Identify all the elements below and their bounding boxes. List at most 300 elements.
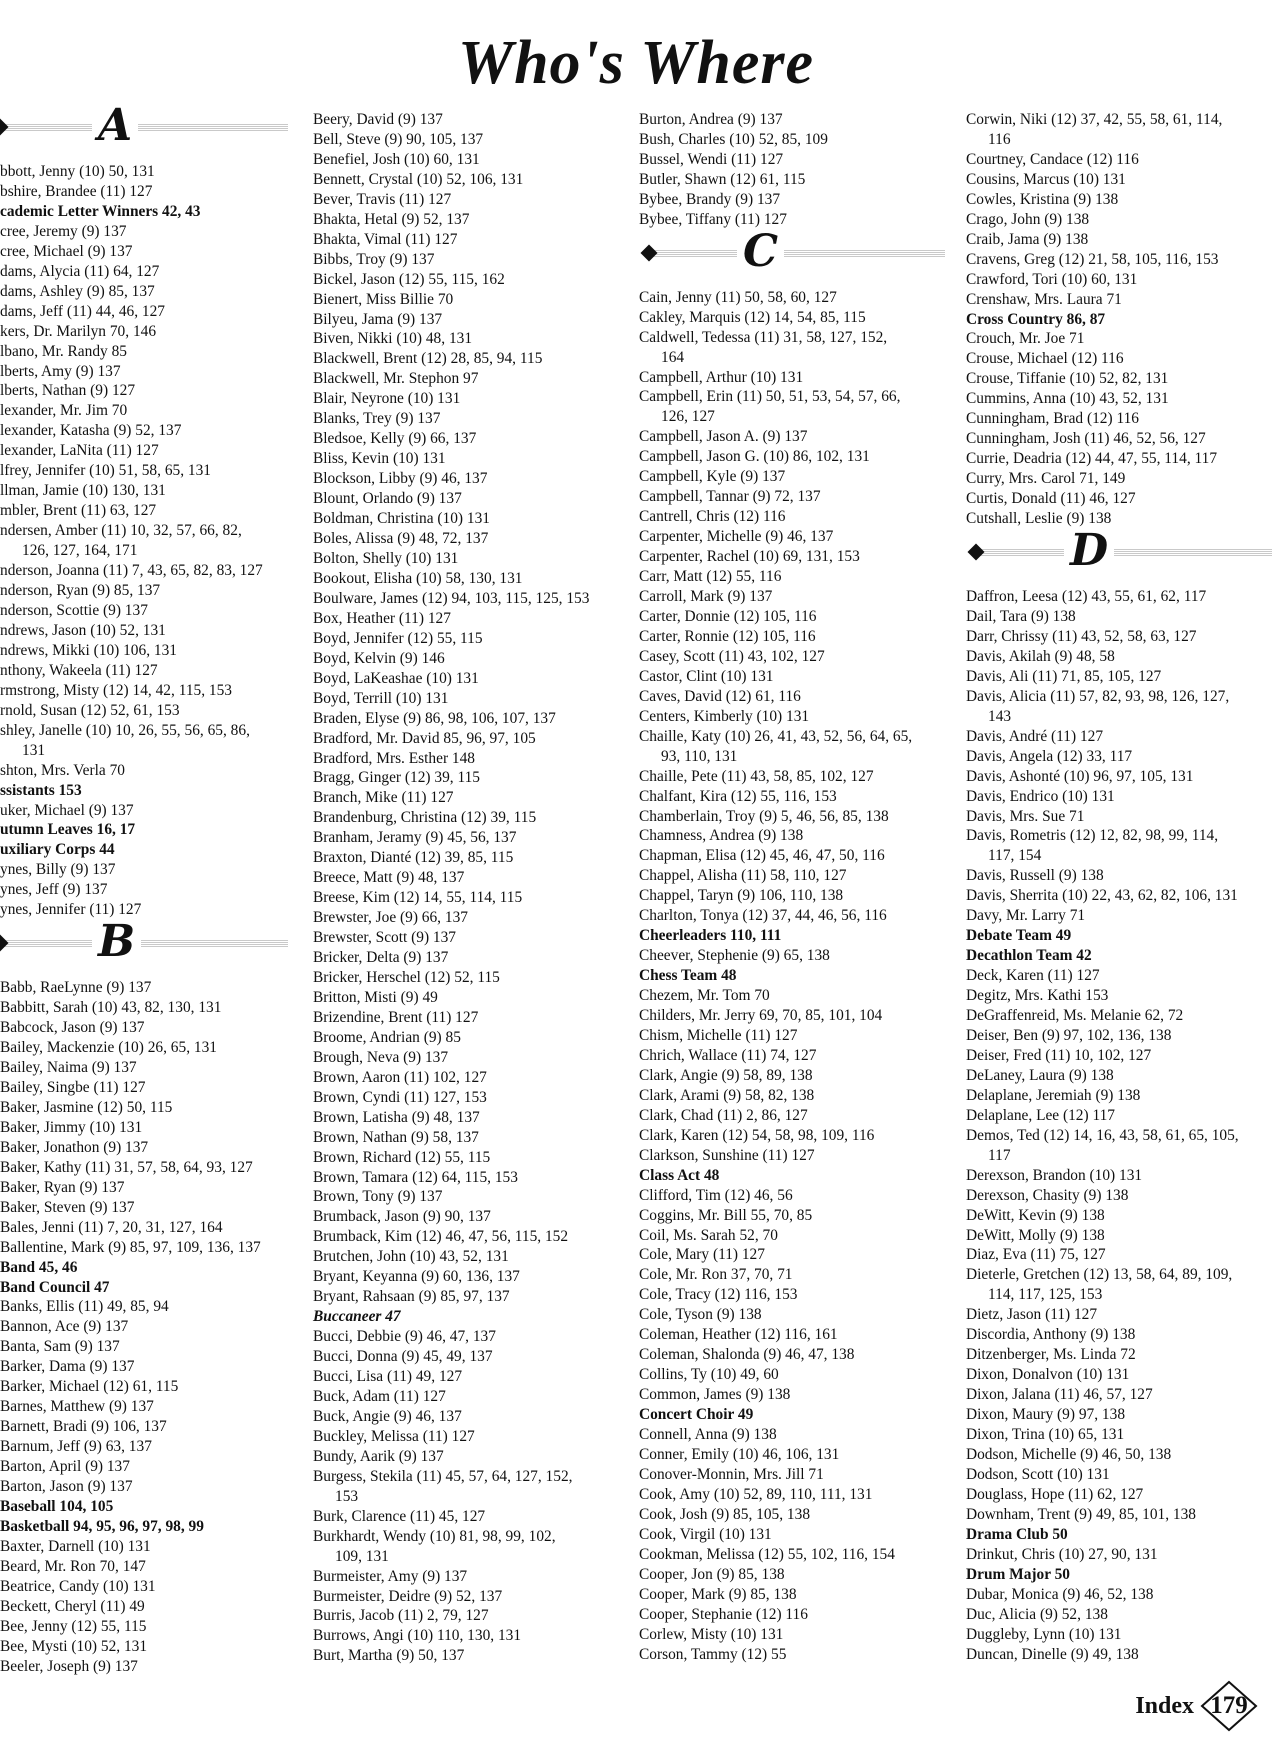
index-entry: Burt, Martha (9) 50, 137 (313, 1647, 465, 1665)
index-entry: Duc, Alicia (9) 52, 138 (966, 1605, 1108, 1623)
index-entry: Breese, Kim (12) 14, 55, 114, 115 (313, 889, 523, 907)
index-entry-continuation: 131 (22, 741, 46, 759)
index-entry: Drum Major 50 (966, 1565, 1071, 1583)
index-entry: Barton, April (9) 137 (0, 1458, 130, 1476)
index-entry-continuation: 93, 110, 131 (661, 747, 738, 765)
index-entry: Boyd, Jennifer (12) 55, 115 (313, 629, 483, 647)
index-entry: Baker, Steven (9) 137 (0, 1198, 135, 1216)
index-entry: Brumback, Kim (12) 46, 47, 56, 115, 152 (313, 1228, 569, 1246)
index-entry: cree, Jeremy (9) 137 (0, 222, 127, 240)
index-entry: Baker, Jonathon (9) 137 (0, 1138, 149, 1156)
index-entry: Bhakta, Vimal (11) 127 (313, 230, 458, 248)
index-entry: Cravens, Greg (12) 21, 58, 105, 116, 153 (966, 250, 1219, 268)
index-entry: Buck, Angie (9) 46, 137 (313, 1407, 462, 1425)
index-entry: Chappel, Alisha (11) 58, 110, 127 (639, 867, 847, 885)
index-entry: Baker, Jimmy (10) 131 (0, 1118, 143, 1136)
index-entry: Caldwell, Tedessa (11) 31, 58, 127, 152, (639, 328, 888, 346)
index-entry: lberts, Amy (9) 137 (0, 362, 121, 380)
diamond-bullet-icon (968, 544, 985, 561)
index-entry: Blanks, Trey (9) 137 (313, 410, 441, 428)
index-entry: Brewster, Scott (9) 137 (313, 929, 457, 947)
index-entry: Box, Heather (11) 127 (313, 609, 451, 627)
index-entry: Clifford, Tim (12) 46, 56 (639, 1186, 793, 1204)
index-entry: Collins, Ty (10) 49, 60 (639, 1366, 779, 1384)
index-entry: Clark, Arami (9) 58, 82, 138 (639, 1086, 815, 1104)
index-column-4 (966, 110, 1272, 1664)
index-entry: Cakley, Marquis (12) 14, 54, 85, 115 (639, 308, 866, 326)
index-entry: Bledsoe, Kelly (9) 66, 137 (313, 430, 477, 448)
section-divider (0, 123, 288, 131)
index-entry: Bickel, Jason (12) 55, 115, 162 (313, 270, 505, 288)
index-entry: lexander, LaNita (11) 127 (0, 442, 159, 460)
index-entry: Darr, Chrissy (11) 43, 52, 58, 63, 127 (966, 627, 1197, 645)
index-entry: Buck, Adam (11) 127 (313, 1388, 446, 1405)
index-entry: Craib, Jama (9) 138 (966, 230, 1089, 248)
index-entry: Bolton, Shelly (10) 131 (313, 549, 459, 567)
index-entry: Burkhardt, Wendy (10) 81, 98, 99, 102, (313, 1527, 556, 1545)
index-entry: Connell, Anna (9) 138 (639, 1426, 777, 1444)
index-entry: Blockson, Libby (9) 46, 137 (313, 470, 488, 488)
index-entry: Diaz, Eva (11) 75, 127 (966, 1246, 1106, 1264)
index-entry: Bienert, Miss Billie 70 (313, 290, 454, 308)
index-entry-continuation: 143 (988, 707, 1012, 725)
index-entry: Branham, Jeramy (9) 45, 56, 137 (313, 829, 517, 847)
index-entry: Corwin, Niki (12) 37, 42, 55, 58, 61, 114, (966, 111, 1223, 128)
index-entry: Davis, André (11) 127 (966, 727, 1104, 745)
letter-header-c (639, 225, 959, 288)
index-entry-continuation: 126, 127 (661, 408, 715, 426)
index-entry: Bannon, Ace (9) 137 (0, 1318, 129, 1336)
index-entry: dams, Jeff (11) 44, 46, 127 (0, 302, 165, 320)
index-entry: Curtis, Donald (11) 46, 127 (966, 490, 1136, 508)
index-entry: Biven, Nikki (10) 48, 131 (313, 330, 473, 348)
index-entry: Cross Country 86, 87 (966, 310, 1106, 328)
index-entry: cademic Letter Winners 42, 43 (0, 202, 201, 220)
index-entry: Boldman, Christina (10) 131 (313, 510, 490, 528)
index-entry: Deiser, Ben (9) 97, 102, 136, 138 (966, 1026, 1172, 1044)
index-entry: Davis, Russell (9) 138 (966, 867, 1104, 885)
index-entry: Bilyeu, Jama (9) 137 (313, 310, 443, 328)
index-entry: Campbell, Kyle (9) 137 (639, 468, 786, 486)
index-entry: Boulware, James (12) 94, 103, 115, 125, 153 (313, 589, 590, 607)
index-entry: ynes, Jeff (9) 137 (0, 881, 108, 899)
index-entry: Bybee, Tiffany (11) 127 (639, 210, 787, 228)
index-entry: Benefiel, Josh (10) 60, 131 (313, 150, 480, 168)
index-entry: Casey, Scott (11) 43, 102, 127 (639, 647, 825, 665)
section-letter: B (92, 918, 141, 966)
index-entry: ndrews, Jason (10) 52, 131 (0, 621, 166, 639)
index-entry: Coil, Ms. Sarah 52, 70 (639, 1226, 778, 1244)
index-entry: Centers, Kimberly (10) 131 (639, 707, 810, 725)
index-entry: Davis, Endrico (10) 131 (966, 787, 1115, 805)
index-entry: Davis, Angela (12) 33, 117 (966, 747, 1133, 765)
index-entry: Crawford, Tori (10) 60, 131 (966, 270, 1138, 288)
index-entry: Buckley, Melissa (11) 127 (313, 1427, 475, 1445)
index-entry: nderson, Joanna (11) 7, 43, 65, 82, 83, 127 (0, 562, 263, 580)
index-entry: Davis, Ali (11) 71, 85, 105, 127 (966, 667, 1162, 685)
index-entry: Babbitt, Sarah (10) 43, 82, 130, 131 (0, 999, 222, 1017)
index-entry: Delaplane, Lee (12) 117 (966, 1106, 1115, 1124)
index-entry: ynes, Billy (9) 137 (0, 861, 116, 879)
index-entry: Bales, Jenni (11) 7, 20, 31, 127, 164 (0, 1218, 223, 1236)
index-entry: Cole, Tracy (12) 116, 153 (639, 1286, 798, 1304)
section-divider (645, 249, 945, 257)
index-label: Index (1135, 1692, 1194, 1719)
section-divider (0, 939, 288, 947)
page-footer (1135, 1680, 1258, 1732)
index-entry: Brown, Tony (9) 137 (313, 1188, 443, 1206)
index-entry: Band 45, 46 (0, 1258, 78, 1276)
index-entry: Derexson, Brandon (10) 131 (966, 1166, 1143, 1184)
index-entry: Curry, Mrs. Carol 71, 149 (966, 470, 1126, 488)
index-entry: Cheerleaders 110, 111 (639, 927, 782, 945)
index-entry: Cousins, Marcus (10) 131 (966, 170, 1126, 188)
letter-header-d (966, 525, 1272, 587)
index-entry: Drama Club 50 (966, 1525, 1068, 1543)
index-entry: Chapman, Elisa (12) 45, 46, 47, 50, 116 (639, 847, 885, 865)
index-entry: lberts, Nathan (9) 127 (0, 382, 136, 400)
index-entry: Cheever, Stephenie (9) 65, 138 (639, 947, 830, 965)
index-entry: Barnett, Bradi (9) 106, 137 (0, 1418, 167, 1436)
index-entry-continuation: 153 (335, 1487, 359, 1505)
index-entry: Brown, Nathan (9) 58, 137 (313, 1128, 479, 1146)
index-entry: uxiliary Corps 44 (0, 841, 115, 859)
index-column-2 (313, 110, 633, 1666)
index-entry: Carroll, Mark (9) 137 (639, 588, 773, 606)
index-entry: Burmeister, Amy (9) 137 (313, 1567, 468, 1585)
index-entry: Brown, Aaron (11) 102, 127 (313, 1068, 487, 1086)
index-entry: Babb, RaeLynne (9) 137 (0, 979, 152, 997)
index-entry: Caves, David (12) 61, 116 (639, 687, 801, 705)
index-entry: Brown, Cyndi (11) 127, 153 (313, 1088, 487, 1106)
index-entry: Ditzenberger, Ms. Linda 72 (966, 1346, 1136, 1364)
index-entry: Cook, Virgil (10) 131 (639, 1525, 772, 1543)
index-entry: Chaille, Pete (11) 43, 58, 85, 102, 127 (639, 767, 874, 785)
index-entry: Bradford, Mr. David 85, 96, 97, 105 (313, 729, 536, 747)
index-entry: Deck, Karen (11) 127 (966, 967, 1100, 985)
index-entry: dams, Alycia (11) 64, 127 (0, 262, 160, 280)
index-entry-continuation: 117 (988, 1146, 1011, 1164)
index-entry: Beery, David (9) 137 (313, 111, 443, 128)
index-entry: Bricker, Delta (9) 137 (313, 949, 449, 967)
index-entry: Cook, Josh (9) 85, 105, 138 (639, 1505, 811, 1523)
index-entry: Carr, Matt (12) 55, 116 (639, 568, 782, 586)
index-entry: rmstrong, Misty (12) 14, 42, 115, 153 (0, 681, 232, 699)
index-entry-continuation: 164 (661, 348, 685, 366)
index-entry: Common, James (9) 138 (639, 1386, 791, 1404)
index-entry: Clarkson, Sunshine (11) 127 (639, 1146, 815, 1164)
index-entry: Brown, Richard (12) 55, 115 (313, 1148, 491, 1166)
index-entry: ndrews, Mikki (10) 106, 131 (0, 641, 177, 659)
index-entry: Bhakta, Hetal (9) 52, 137 (313, 210, 470, 228)
index-entry: Decathlon Team 42 (966, 947, 1092, 965)
index-entry: Branch, Mike (11) 127 (313, 789, 454, 807)
index-entry: Bailey, Naima (9) 137 (0, 1059, 137, 1077)
index-entry: Chamness, Andrea (9) 138 (639, 827, 804, 845)
index-entry: ndersen, Amber (11) 10, 32, 57, 66, 82, (0, 522, 242, 540)
index-entry: Barnum, Jeff (9) 63, 137 (0, 1438, 152, 1456)
index-entry: DeWitt, Kevin (9) 138 (966, 1206, 1105, 1224)
index-entry: cree, Michael (9) 137 (0, 242, 133, 260)
index-entry: Cunningham, Josh (11) 46, 52, 56, 127 (966, 430, 1206, 448)
index-entry: Brough, Neva (9) 137 (313, 1048, 449, 1066)
index-entry: Crago, John (9) 138 (966, 210, 1090, 228)
index-entry: Brandenburg, Christina (12) 39, 115 (313, 809, 537, 827)
index-entry: Demos, Ted (12) 14, 16, 43, 58, 61, 65, 105, (966, 1126, 1239, 1144)
index-entry: Currie, Deadria (12) 44, 47, 55, 114, 117 (966, 450, 1218, 468)
index-entry: Beckett, Cheryl (11) 49 (0, 1597, 145, 1615)
index-entry: Cole, Mary (11) 127 (639, 1246, 765, 1264)
index-entry: Clark, Angie (9) 58, 89, 138 (639, 1066, 813, 1084)
index-entry: Dubar, Monica (9) 46, 52, 138 (966, 1585, 1154, 1603)
index-entry: nthony, Wakeela (11) 127 (0, 661, 158, 679)
index-entry: Davis, Sherrita (10) 22, 43, 62, 82, 106, 131 (966, 887, 1238, 905)
index-entry: Blair, Neyrone (10) 131 (313, 390, 461, 408)
index-entry: Broome, Andrian (9) 85 (313, 1028, 461, 1046)
index-entry: Bricker, Herschel (12) 52, 115 (313, 968, 500, 986)
index-entry: Brizendine, Brent (11) 127 (313, 1008, 479, 1026)
index-entry: Chalfant, Kira (12) 55, 116, 153 (639, 787, 837, 805)
index-entry: Blount, Orlando (9) 137 (313, 490, 462, 508)
index-entry: Campbell, Tannar (9) 72, 137 (639, 488, 821, 506)
index-entry: Barker, Michael (12) 61, 115 (0, 1378, 179, 1396)
index-entry: Burris, Jacob (11) 2, 79, 127 (313, 1607, 489, 1625)
index-entry: Cunningham, Brad (12) 116 (966, 410, 1139, 428)
index-entry: Burton, Andrea (9) 137 (639, 111, 783, 128)
index-entry: lfrey, Jennifer (10) 51, 58, 65, 131 (0, 462, 211, 480)
index-entry: Duggleby, Lynn (10) 131 (966, 1625, 1122, 1643)
index-entry: Downham, Trent (9) 49, 85, 101, 138 (966, 1505, 1197, 1523)
index-entry: Cummins, Anna (10) 43, 52, 131 (966, 390, 1169, 408)
index-entry: Campbell, Jason A. (9) 137 (639, 428, 808, 446)
index-entry: DeLaney, Laura (9) 138 (966, 1066, 1114, 1084)
index-entry: Dixon, Jalana (11) 46, 57, 127 (966, 1386, 1153, 1404)
index-entry: Baxter, Darnell (10) 131 (0, 1537, 151, 1555)
index-entry: Discordia, Anthony (9) 138 (966, 1326, 1136, 1344)
page-title: Who's Where (457, 29, 815, 97)
index-entry: ynes, Jennifer (11) 127 (0, 901, 142, 919)
index-entry: Campbell, Arthur (10) 131 (639, 368, 804, 386)
index-entry: Brown, Tamara (12) 64, 115, 153 (313, 1168, 518, 1186)
index-entry: Davis, Ashonté (10) 96, 97, 105, 131 (966, 767, 1194, 785)
index-entry: Baker, Jasmine (12) 50, 115 (0, 1098, 173, 1116)
index-entry: Baker, Kathy (11) 31, 57, 58, 64, 93, 127 (0, 1158, 253, 1176)
index-entry: llman, Jamie (10) 130, 131 (0, 482, 166, 500)
index-entry: Bucci, Lisa (11) 49, 127 (313, 1368, 463, 1386)
index-entry: Carter, Donnie (12) 105, 116 (639, 607, 817, 625)
index-entry: Boyd, Kelvin (9) 146 (313, 649, 445, 667)
index-entry: Dieterle, Gretchen (12) 13, 58, 64, 89, 109, (966, 1266, 1233, 1284)
index-entry: Bybee, Brandy (9) 137 (639, 190, 781, 208)
index-entry: Childers, Mr. Jerry 69, 70, 85, 101, 104 (639, 1007, 883, 1025)
index-entry: Bookout, Elisha (10) 58, 130, 131 (313, 569, 523, 587)
index-entry: Buccaneer 47 (313, 1308, 401, 1326)
index-entry: Davy, Mr. Larry 71 (966, 907, 1086, 925)
index-entry: Blackwell, Mr. Stephon 97 (313, 370, 479, 388)
index-entry: Dodson, Scott (10) 131 (966, 1465, 1110, 1483)
index-entry: Concert Choir 49 (639, 1406, 754, 1424)
index-entry: Dixon, Trina (10) 65, 131 (966, 1426, 1125, 1444)
index-entry: Bee, Jenny (12) 55, 115 (0, 1617, 147, 1635)
index-entry: Cooper, Jon (9) 85, 138 (639, 1565, 785, 1583)
index-entry: Banks, Ellis (11) 49, 85, 94 (0, 1298, 169, 1316)
index-entry: Clark, Karen (12) 54, 58, 98, 109, 116 (639, 1126, 875, 1144)
index-entry-continuation: 126, 127, 164, 171 (22, 542, 138, 560)
index-entry: shley, Janelle (10) 10, 26, 55, 56, 65, 86, (0, 721, 250, 739)
index-entry: Bradford, Mrs. Esther 148 (313, 749, 475, 767)
index-entry: Burgess, Stekila (11) 45, 57, 64, 127, 152, (313, 1467, 573, 1485)
index-entry: Bussel, Wendi (11) 127 (639, 150, 784, 168)
index-entry: Davis, Mrs. Sue 71 (966, 807, 1085, 825)
index-entry: Corson, Tammy (12) 55 (639, 1645, 787, 1663)
index-entry: Castor, Clint (10) 131 (639, 667, 774, 685)
section-letter: D (1064, 527, 1114, 575)
index-entry: Delaplane, Jeremiah (9) 138 (966, 1086, 1141, 1104)
index-entry: nderson, Ryan (9) 85, 137 (0, 582, 161, 600)
index-entry: Duncan, Dinelle (9) 49, 138 (966, 1645, 1139, 1663)
index-entry: Coleman, Shalonda (9) 46, 47, 138 (639, 1346, 855, 1364)
index-entry: Coleman, Heather (12) 116, 161 (639, 1326, 838, 1344)
index-entry: Carpenter, Rachel (10) 69, 131, 153 (639, 548, 860, 566)
index-entry: Burrows, Angi (10) 110, 130, 131 (313, 1627, 522, 1645)
letter-header-a (0, 100, 300, 162)
index-entry: Dixon, Donalvon (10) 131 (966, 1366, 1130, 1384)
index-entry: Davis, Alicia (11) 57, 82, 93, 98, 126, 127, (966, 687, 1230, 705)
index-entry: Bailey, Singbe (11) 127 (0, 1078, 146, 1096)
index-entry: Band Council 47 (0, 1278, 110, 1296)
index-entry: DeWitt, Molly (9) 138 (966, 1226, 1105, 1244)
index-entry: Brutchen, John (10) 43, 52, 131 (313, 1248, 509, 1266)
index-entry: Campbell, Erin (11) 50, 51, 53, 54, 57, 66, (639, 388, 901, 406)
index-entry: rnold, Susan (12) 52, 61, 153 (0, 701, 180, 719)
index-entry: Drinkut, Chris (10) 27, 90, 131 (966, 1545, 1158, 1563)
index-entry: Carpenter, Michelle (9) 46, 137 (639, 528, 834, 546)
index-entry: Brumback, Jason (9) 90, 137 (313, 1208, 491, 1226)
index-entry: shton, Mrs. Verla 70 (0, 761, 125, 779)
index-entry: Conner, Emily (10) 46, 106, 131 (639, 1446, 840, 1463)
section-divider (972, 548, 1272, 556)
page-number: 179 (1210, 1692, 1248, 1719)
index-entry: Brewster, Joe (9) 66, 137 (313, 909, 468, 927)
index-entry: Bragg, Ginger (12) 39, 115 (313, 769, 480, 787)
index-entry: Bucci, Debbie (9) 46, 47, 137 (313, 1328, 496, 1346)
index-entry: Dixon, Maury (9) 97, 138 (966, 1406, 1126, 1424)
index-entry: lbano, Mr. Randy 85 (0, 342, 127, 360)
index-entry: Bee, Mysti (10) 52, 131 (0, 1637, 148, 1655)
index-entry: Cowles, Kristina (9) 138 (966, 190, 1119, 208)
page-number-badge (1200, 1680, 1258, 1732)
index-entry: Chism, Michelle (11) 127 (639, 1026, 798, 1044)
index-entry: Crouse, Michael (12) 116 (966, 350, 1124, 368)
index-entry: Beatrice, Candy (10) 131 (0, 1577, 156, 1595)
index-entry: Chamberlain, Troy (9) 5, 46, 56, 85, 138 (639, 807, 889, 825)
index-entry: Bever, Travis (11) 127 (313, 190, 452, 208)
index-entry: Bailey, Mackenzie (10) 26, 65, 131 (0, 1039, 217, 1057)
index-entry: Bryant, Rahsaan (9) 85, 97, 137 (313, 1288, 510, 1306)
index-entry: DeGraffenreid, Ms. Melanie 62, 72 (966, 1007, 1184, 1025)
index-entry: bshire, Brandee (11) 127 (0, 182, 153, 200)
index-entry: Beeler, Joseph (9) 137 (0, 1657, 138, 1675)
index-entry: Braden, Elyse (9) 86, 98, 106, 107, 137 (313, 709, 556, 727)
letter-header-b (0, 916, 300, 978)
index-entry: Corlew, Misty (10) 131 (639, 1625, 784, 1643)
index-entry: Bucci, Donna (9) 45, 49, 137 (313, 1348, 493, 1366)
index-entry-continuation: 117, 154 (988, 847, 1042, 865)
index-entry: Cutshall, Leslie (9) 138 (966, 510, 1112, 528)
index-entry: Cooper, Stephanie (12) 116 (639, 1605, 808, 1623)
index-entry: Davis, Akilah (9) 48, 58 (966, 647, 1115, 665)
index-entry: Class Act 48 (639, 1166, 720, 1184)
index-entry: Dail, Tara (9) 138 (966, 607, 1076, 625)
index-entry: Blackwell, Brent (12) 28, 85, 94, 115 (313, 350, 543, 368)
index-entry: Brown, Latisha (9) 48, 137 (313, 1108, 480, 1126)
index-entry: Dodson, Michelle (9) 46, 50, 138 (966, 1446, 1172, 1463)
index-entry: mbler, Brent (11) 63, 127 (0, 502, 157, 520)
index-entry: Cooper, Mark (9) 85, 138 (639, 1585, 797, 1603)
index-entry: Cole, Mr. Ron 37, 70, 71 (639, 1266, 793, 1284)
index-entry: Boyd, Terrill (10) 131 (313, 689, 449, 707)
diamond-bullet-icon (0, 119, 8, 136)
index-entry: Chess Team 48 (639, 967, 737, 985)
index-entry: Derexson, Chasity (9) 138 (966, 1186, 1129, 1204)
index-entry: Burk, Clarence (11) 45, 127 (313, 1507, 486, 1525)
index-entry: Bennett, Crystal (10) 52, 106, 131 (313, 170, 524, 188)
section-letter: A (92, 102, 138, 150)
index-entry: Dietz, Jason (11) 127 (966, 1306, 1098, 1324)
index-entry: Chaille, Katy (10) 26, 41, 43, 52, 56, 64, 65, (639, 727, 913, 745)
index-column-3 (639, 110, 959, 1664)
index-entry: Cole, Tyson (9) 138 (639, 1306, 762, 1324)
index-entry: Deiser, Fred (11) 10, 102, 127 (966, 1046, 1152, 1064)
index-entry-continuation: 114, 117, 125, 153 (988, 1286, 1103, 1304)
index-entry: Burmeister, Deidre (9) 52, 137 (313, 1587, 503, 1605)
index-entry: Conover-Monnin, Mrs. Jill 71 (639, 1465, 824, 1483)
index-entry: Clark, Chad (11) 2, 86, 127 (639, 1106, 808, 1124)
index-entry: Cookman, Melissa (12) 55, 102, 116, 154 (639, 1545, 895, 1563)
index-entry: Bush, Charles (10) 52, 85, 109 (639, 130, 828, 148)
index-entry: Babcock, Jason (9) 137 (0, 1019, 145, 1037)
index-entry: ssistants 153 (0, 781, 82, 799)
index-entry: Crouse, Tiffanie (10) 52, 82, 131 (966, 370, 1169, 388)
diamond-bullet-icon (641, 244, 658, 261)
index-entry: Baseball 104, 105 (0, 1498, 114, 1515)
index-entry: Barker, Dama (9) 137 (0, 1358, 135, 1376)
index-entry: Courtney, Candace (12) 116 (966, 150, 1139, 168)
index-entry: Braxton, Dianté (12) 39, 85, 115 (313, 849, 514, 867)
index-entry: Breece, Matt (9) 48, 137 (313, 869, 465, 887)
index-entry: Debate Team 49 (966, 927, 1072, 945)
index-entry: Barton, Jason (9) 137 (0, 1478, 133, 1496)
index-entry: Douglass, Hope (11) 62, 127 (966, 1485, 1144, 1503)
index-entry: Bryant, Keyanna (9) 60, 136, 137 (313, 1268, 520, 1286)
index-entry: Chrich, Wallace (11) 74, 127 (639, 1046, 817, 1064)
index-entry: Banta, Sam (9) 137 (0, 1338, 120, 1356)
index-entry: lexander, Katasha (9) 52, 137 (0, 422, 182, 440)
section-letter: C (737, 228, 784, 276)
index-entry: Cain, Jenny (11) 50, 58, 60, 127 (639, 288, 837, 306)
index-entry: Campbell, Jason G. (10) 86, 102, 131 (639, 448, 870, 466)
index-entry: Boyd, LaKeashae (10) 131 (313, 669, 479, 687)
index-entry: Britton, Misti (9) 49 (313, 988, 438, 1006)
index-entry: Boles, Alissa (9) 48, 72, 137 (313, 530, 489, 548)
index-entry: Ballentine, Mark (9) 85, 97, 109, 136, 137 (0, 1238, 261, 1256)
index-entry: Basketball 94, 95, 96, 97, 98, 99 (0, 1517, 204, 1535)
index-entry: Coggins, Mr. Bill 55, 70, 85 (639, 1206, 813, 1224)
index-entry: Degitz, Mrs. Kathi 153 (966, 987, 1109, 1005)
index-entry: Baker, Ryan (9) 137 (0, 1178, 125, 1196)
index-entry: Bundy, Aarik (9) 137 (313, 1447, 444, 1465)
index-entry: Barnes, Matthew (9) 137 (0, 1398, 154, 1416)
